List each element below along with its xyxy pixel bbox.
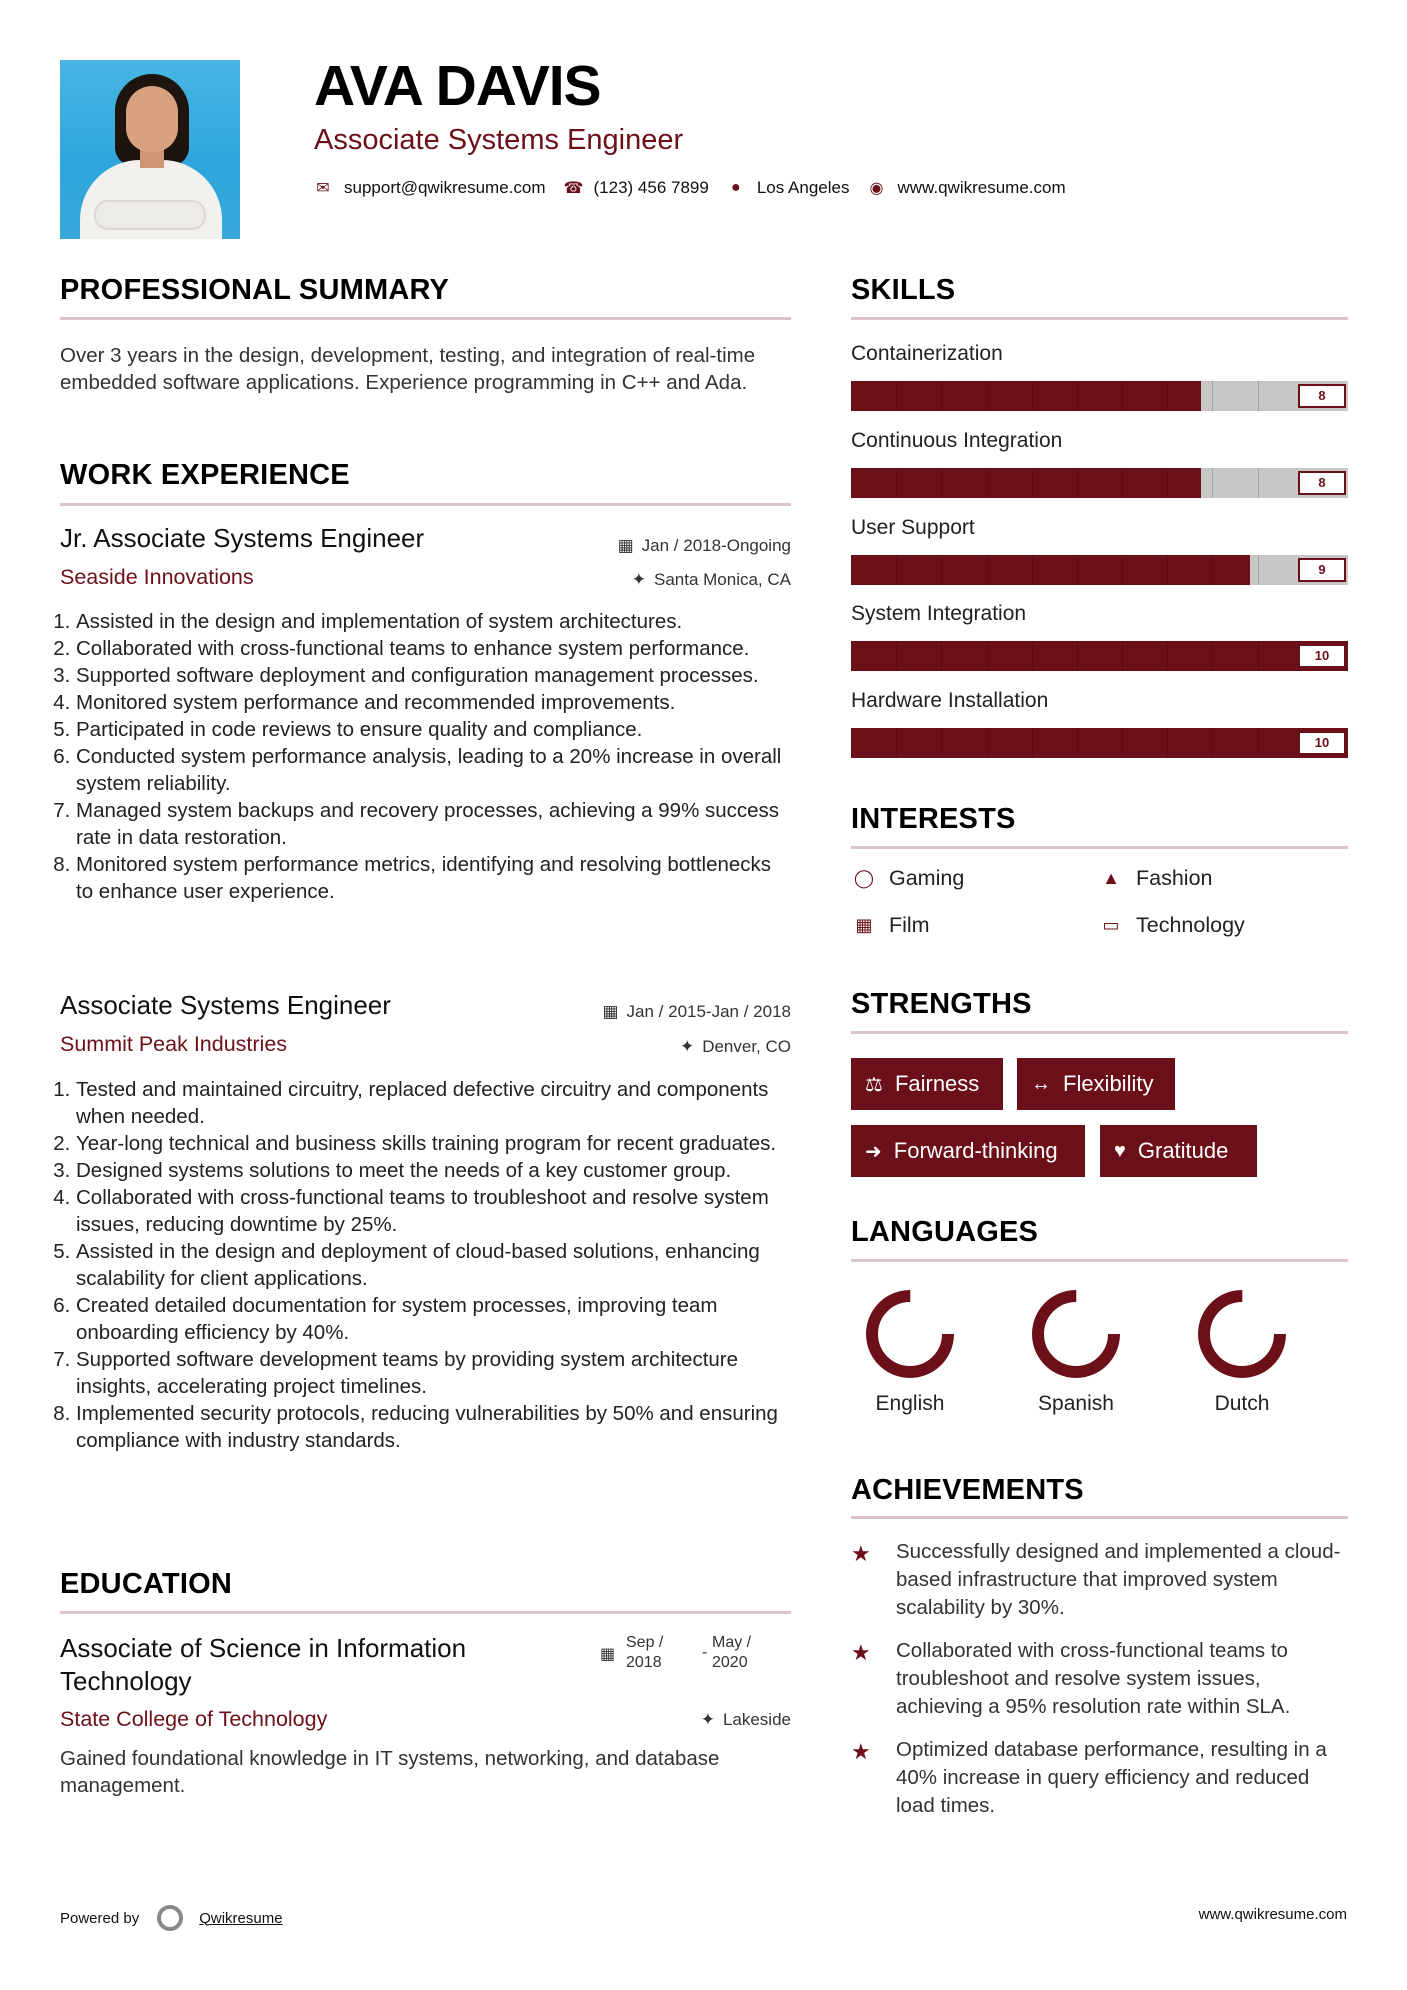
language-proficiency-arc [1204, 1296, 1280, 1372]
heart-icon: ♥ [1114, 1139, 1126, 1162]
job-location: ✦ Santa Monica, CA [631, 570, 791, 589]
job-duties-list [58, 1076, 789, 1454]
skill-level-badge: 10 [1298, 644, 1346, 668]
list-item: 7. Supported software development teams by providing system architecture insights, accelerating project timelines. [76, 1346, 789, 1400]
list-item: 7. Managed system backups and recovery processes, achieving a 99% success rate in data restoration. [76, 797, 789, 851]
skill-bar-fill [851, 728, 1348, 758]
language-proficiency-arc [872, 1296, 948, 1372]
language-item [1016, 1288, 1136, 1416]
list-item: 6. Conducted system performance analysis, leading to a 20% increase in overall system reliability. [76, 743, 789, 797]
language-label: English [875, 1392, 945, 1415]
calendar-icon: ▦ [617, 536, 634, 555]
strengths-heading: STRENGTHS [851, 988, 1032, 1020]
interests-heading: INTERESTS [851, 803, 1016, 835]
language-proficiency-ring [1030, 1288, 1122, 1380]
job-dates: ▦ Jan / 2015-Jan / 2018 [602, 1002, 791, 1021]
languages-rule [851, 1259, 1348, 1262]
language-item [850, 1288, 970, 1416]
summary-rule [60, 317, 791, 320]
skill-level-badge: 10 [1298, 731, 1346, 755]
language-label: Spanish [1038, 1392, 1114, 1415]
pin-icon: ✦ [700, 1710, 715, 1729]
skill-label: Hardware Installation [851, 689, 1049, 712]
calendar-icon: ▦ [600, 1646, 616, 1663]
contact-location: ● Los Angeles [727, 178, 850, 198]
skill-bar-fill [851, 381, 1201, 411]
language-item [1182, 1288, 1302, 1416]
gamepad-icon: ◯ [853, 868, 875, 888]
skill-level-badge: 9 [1298, 558, 1346, 582]
film-icon: ▦ [855, 915, 873, 935]
list-item: 8. Monitored system performance metrics, identifying and resolving bottlenecks to enhance user experience. [76, 851, 789, 905]
achievement-item: ★ Optimized database performance, resulting in a 40% increase in query efficiency and reduced load times. [851, 1738, 1327, 1817]
job-location: ✦ Denver, CO [679, 1037, 791, 1056]
interest-gaming: ◯ Gaming [851, 866, 964, 891]
achievements-rule [851, 1516, 1348, 1519]
skill-bar-fill [851, 555, 1250, 585]
job-title: Associate Systems Engineer [60, 990, 391, 1020]
envelope-icon: ✉ [316, 180, 330, 197]
qwikresume-logo-icon [157, 1905, 183, 1931]
list-item: 2. Collaborated with cross-functional teams to enhance system performance. [76, 635, 789, 662]
language-proficiency-ring [1196, 1288, 1288, 1380]
skill-bar [851, 468, 1348, 498]
list-item: 1. Tested and maintained circuitry, replaced defective circuitry and components when needed. [76, 1076, 789, 1130]
profile-photo [60, 60, 240, 239]
language-proficiency-arc [1038, 1296, 1114, 1372]
strength-forward-thinking: ➜ Forward-thinking [851, 1125, 1085, 1177]
interest-technology: ▭ Technology [1098, 913, 1245, 938]
job-company: Summit Peak Industries [60, 1032, 288, 1056]
pin-icon: ✦ [679, 1037, 695, 1056]
skills-rule [851, 317, 1348, 320]
pin-icon: ✦ [631, 570, 646, 589]
skill-label: User Support [851, 516, 975, 539]
list-item: 5. Assisted in the design and deployment of cloud-based solutions, enhancing scalability for client applications. [76, 1238, 789, 1292]
achievement-item: ★ Collaborated with cross-functional teams to troubleshoot and resolve system issues, achieving a 95% resolution rate within SLA. [851, 1639, 1291, 1718]
contact-bar [314, 178, 1084, 198]
strengths-rule [851, 1031, 1348, 1034]
star-icon: ★ [851, 1739, 871, 1764]
interest-fashion: ▲ Fashion [1098, 866, 1213, 891]
globe-icon: ◉ [869, 180, 884, 197]
education-description: Gained foundational knowledge in IT systems, networking, and database management. [60, 1747, 720, 1797]
summary-text: Over 3 years in the design, development, testing, and integration of real-time embedded software applications. Experience programming in C++ and Ada. [60, 344, 756, 394]
footer-brand-link[interactable]: Qwikresume [199, 1909, 283, 1927]
phone-icon: ☎ [563, 180, 584, 197]
list-item: 6. Created detailed documentation for system processes, improving team onboarding efficiency by 40%. [76, 1292, 789, 1346]
arrow-right-icon: ➜ [865, 1140, 882, 1163]
achievement-item: ★ Successfully designed and implemented a cloud-based infrastructure that improved system scalability by 30%. [851, 1540, 1341, 1619]
map-marker-icon: ● [730, 179, 741, 196]
contact-phone[interactable]: ☎ (123) 456 7899 [563, 178, 709, 197]
skill-label: System Integration [851, 602, 1027, 625]
education-location: ✦ Lakeside [700, 1710, 791, 1729]
skill-bar [851, 381, 1348, 411]
job-dates: ▦ Jan / 2018-Ongoing [617, 536, 791, 555]
job-company: Seaside Innovations [60, 565, 254, 589]
list-item: 1. Assisted in the design and implementation of system architectures. [76, 608, 789, 635]
interest-film: ▦ Film [851, 913, 930, 938]
list-item: 4. Monitored system performance and recommended improvements. [76, 689, 789, 716]
summary-heading: PROFESSIONAL SUMMARY [60, 274, 450, 306]
list-item: 3. Supported software deployment and configuration management processes. [76, 662, 789, 689]
job-duties-list [58, 608, 789, 905]
list-item: 5. Participated in code reviews to ensure quality and compliance. [76, 716, 789, 743]
skill-bar [851, 728, 1348, 758]
education-school: State College of Technology [60, 1707, 328, 1731]
balance-scale-icon: ⚖ [865, 1073, 883, 1096]
strength-gratitude: ♥ Gratitude [1100, 1125, 1257, 1177]
skill-label: Continuous Integration [851, 429, 1063, 452]
skill-bar-fill [851, 468, 1201, 498]
candidate-role: Associate Systems Engineer [314, 124, 684, 156]
resume-page: AVA DAVIS Associate Systems Engineer ✉ support@qwikresume.com ☎ (123) 456 7899 ● Los Angeles ◉ www.qwikresume.com PROFESSIONAL SUMMARY Over 3 years in the design, development, testing, and integration of real-time embedded software applications. Experience programming in C++ and Ada. WORK EXPERIENCE Jr. Associate Systems Engineer ▦ Jan / 2018-Ongoing Seaside Innovations ✦ Santa Monica, CA 1. Assisted in the design and implementation of system architectures. 2. Collaborated with cross-functional teams to enhance system performance. 3. Supported software deployment and configuration management processes. 4. Monitored system performance and recommended improvements. 5. Participated in code reviews to ensure quality and compliance. 6. Conducted system performance analysis, leading to a 20% increase in overall system reliability. 7. Managed system backups and recovery processes, achieving a 99% success rate in data restoration. 8. Monitored system performance metrics, identifying and resolving bottlenecks to enhance user experience. Associate Systems Engineer ▦ Jan / 2015-Jan / 2018 Summit Peak Industries ✦ Denver, CO 1. Tested and maintained circuitry, replaced defective circuitry and components when needed. 2. Year-long technical and business skills training program for recent graduates. 3. Designed systems solutions to meet the needs of a key customer group. 4. Collaborated with cross-functional teams to troubleshoot and resolve system issues, reducing downtime by 25%. 5. Assisted in the design and deployment of cloud-based solutions, enhancing scalability for client applications. 6. Created detailed documentation for system processes, improving team onboarding efficiency by 40%. 7. Supported software development teams by providing system architecture insights, accelerating project timelines. 8. Implemented security protocols, reducing vulnerabilities by 50% and ensuring compliance with industry standards. EDUCATION Associate of Science in Information Technology ▦ Sep / 2018 - May / 2020 State College of Technology ✦ Lakeside Gained foundational knowledge in IT systems, networking, and database management. SKILLS Containerization 8 Continuous Integration 8 User Support 9 System Integration 10 Hardware Installation 10 INTERESTS ◯ Gaming ▲ Fashion ▦ Film ▭ Technology STRENGTHS ⚖ Fairness ↔ Flexibility ➜ Forward-thinking ♥ Gratitude LANGUAGES English Spanish Dutch ACHIEVEMENTS ★ Successfully designed and implemented a cloud-based infrastructure that improved system scalability by 30%. ★ Collaborated with cross-functional teams to troubleshoot and resolve system issues, achieving a 95% resolution rate within SLA. ★ Optimized database performance, resulting in a 40% increase in query efficiency and reduced load times. Powered by Qwikresume www.qwikresume.com [0, 0, 1407, 1990]
shopping-bag-icon: ▲ [1102, 868, 1120, 888]
skill-bar [851, 555, 1348, 585]
skill-bar-fill [851, 641, 1348, 671]
education-heading: EDUCATION [60, 1568, 233, 1600]
list-item: 4. Collaborated with cross-functional teams to troubleshoot and resolve system issues, reducing downtime by 25%. [76, 1184, 789, 1238]
strength-fairness: ⚖ Fairness [851, 1058, 1003, 1110]
skill-bar [851, 641, 1348, 671]
interests-rule [851, 846, 1348, 849]
work-heading: WORK EXPERIENCE [60, 459, 350, 491]
list-item: 2. Year-long technical and business skills training program for recent graduates. [76, 1130, 789, 1157]
candidate-name: AVA DAVIS [314, 54, 601, 118]
education-rule [60, 1611, 791, 1614]
laptop-icon: ▭ [1102, 915, 1120, 935]
achievements-heading: ACHIEVEMENTS [851, 1474, 1084, 1506]
star-icon: ★ [851, 1640, 871, 1665]
strength-flexibility: ↔ Flexibility [1017, 1058, 1175, 1110]
footer-website-link[interactable]: www.qwikresume.com [1198, 1906, 1347, 1923]
skills-heading: SKILLS [851, 274, 956, 306]
arrows-horizontal-icon: ↔ [1031, 1072, 1051, 1095]
languages-heading: LANGUAGES [851, 1216, 1039, 1248]
skill-label: Containerization [851, 342, 1003, 365]
calendar-icon: ▦ [602, 1002, 619, 1021]
skill-level-badge: 8 [1298, 384, 1346, 408]
skill-level-badge: 8 [1298, 471, 1346, 495]
contact-website[interactable]: ◉ www.qwikresume.com [867, 178, 1065, 198]
language-label: Dutch [1214, 1392, 1270, 1415]
list-item: 3. Designed systems solutions to meet the needs of a key customer group. [76, 1157, 789, 1184]
degree-title: Associate of Science in Information Technology [60, 1633, 467, 1696]
language-proficiency-ring [864, 1288, 956, 1380]
job-title: Jr. Associate Systems Engineer [60, 523, 425, 553]
star-icon: ★ [851, 1541, 871, 1566]
footer-powered-by: Powered by Qwikresume [60, 1905, 283, 1931]
work-rule [60, 503, 791, 506]
list-item: 8. Implemented security protocols, reducing vulnerabilities by 50% and ensuring compliance with industry standards. [76, 1400, 789, 1454]
contact-email[interactable]: ✉ support@qwikresume.com [314, 178, 546, 198]
